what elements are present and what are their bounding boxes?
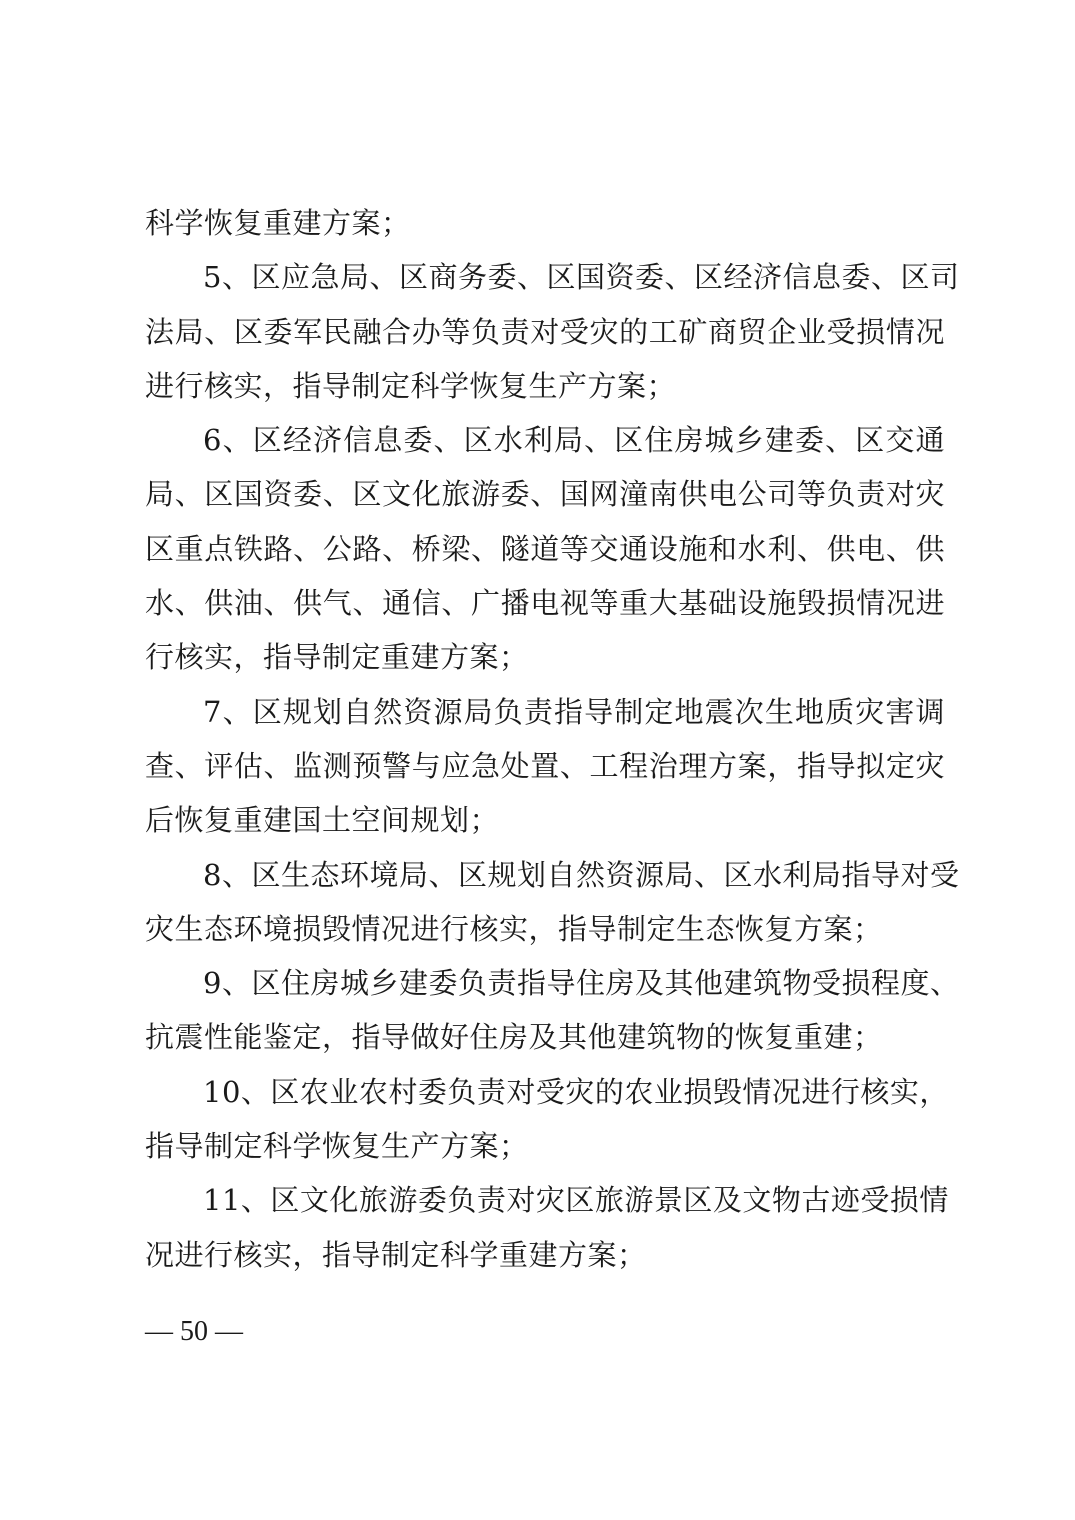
paragraph-11-line: 况进行核实，指导制定科学重建方案； xyxy=(145,1237,647,1272)
paragraph-6-line: 6、区经济信息委、区水利局、区住房城乡建委、区交通 xyxy=(203,423,945,458)
paragraph-9-line: 抗震性能鉴定，指导做好住房及其他建筑物的恢复重建； xyxy=(145,1020,883,1055)
paragraph-6-line: 水、供油、供气、通信、广播电视等重大基础设施毁损情况进 xyxy=(145,586,945,621)
paragraph-11-line: 11、区文化旅游委负责对灾区旅游景区及文物古迹受损情 xyxy=(203,1183,949,1218)
paragraph-6-line: 局、区国资委、区文化旅游委、国网潼南供电公司等负责对灾 xyxy=(145,477,945,512)
paragraph-10-line: 10、区农业农村委负责对受灾的农业损毁情况进行核实， xyxy=(203,1074,949,1109)
paragraph-7-line: 7、区规划自然资源局负责指导制定地震次生地质灾害调 xyxy=(203,694,945,729)
paragraph-5-line: 法局、区委军民融合办等负责对受灾的工矿商贸企业受损情况 xyxy=(145,314,945,349)
paragraph-7-line: 后恢复重建国土空间规划； xyxy=(145,803,500,838)
body-line: 科学恢复重建方案； xyxy=(145,206,411,240)
paragraph-7-line: 查、评估、监测预警与应急处置、工程治理方案，指导拟定灾 xyxy=(145,748,945,783)
paragraph-5-line: 进行核实，指导制定科学恢复生产方案； xyxy=(145,368,677,403)
document-body xyxy=(145,196,960,1282)
paragraph-10-line: 指导制定科学恢复生产方案； xyxy=(145,1129,529,1164)
paragraph-6-line: 行核实，指导制定重建方案； xyxy=(145,640,529,675)
paragraph-6-line: 区重点铁路、公路、桥梁、隧道等交通设施和水利、供电、供 xyxy=(145,531,945,566)
paragraph-9-line: 9、区住房城乡建委负责指导住房及其他建筑物受损程度、 xyxy=(203,966,960,1001)
paragraph-8-line: 8、区生态环境局、区规划自然资源局、区水利局指导对受 xyxy=(203,857,960,892)
paragraph-5-line: 5、区应急局、区商务委、区国资委、区经济信息委、区司 xyxy=(203,260,960,295)
paragraph-8-line: 灾生态环境损毁情况进行核实，指导制定生态恢复方案； xyxy=(145,911,883,946)
page-number: — 50 — xyxy=(145,1316,243,1347)
